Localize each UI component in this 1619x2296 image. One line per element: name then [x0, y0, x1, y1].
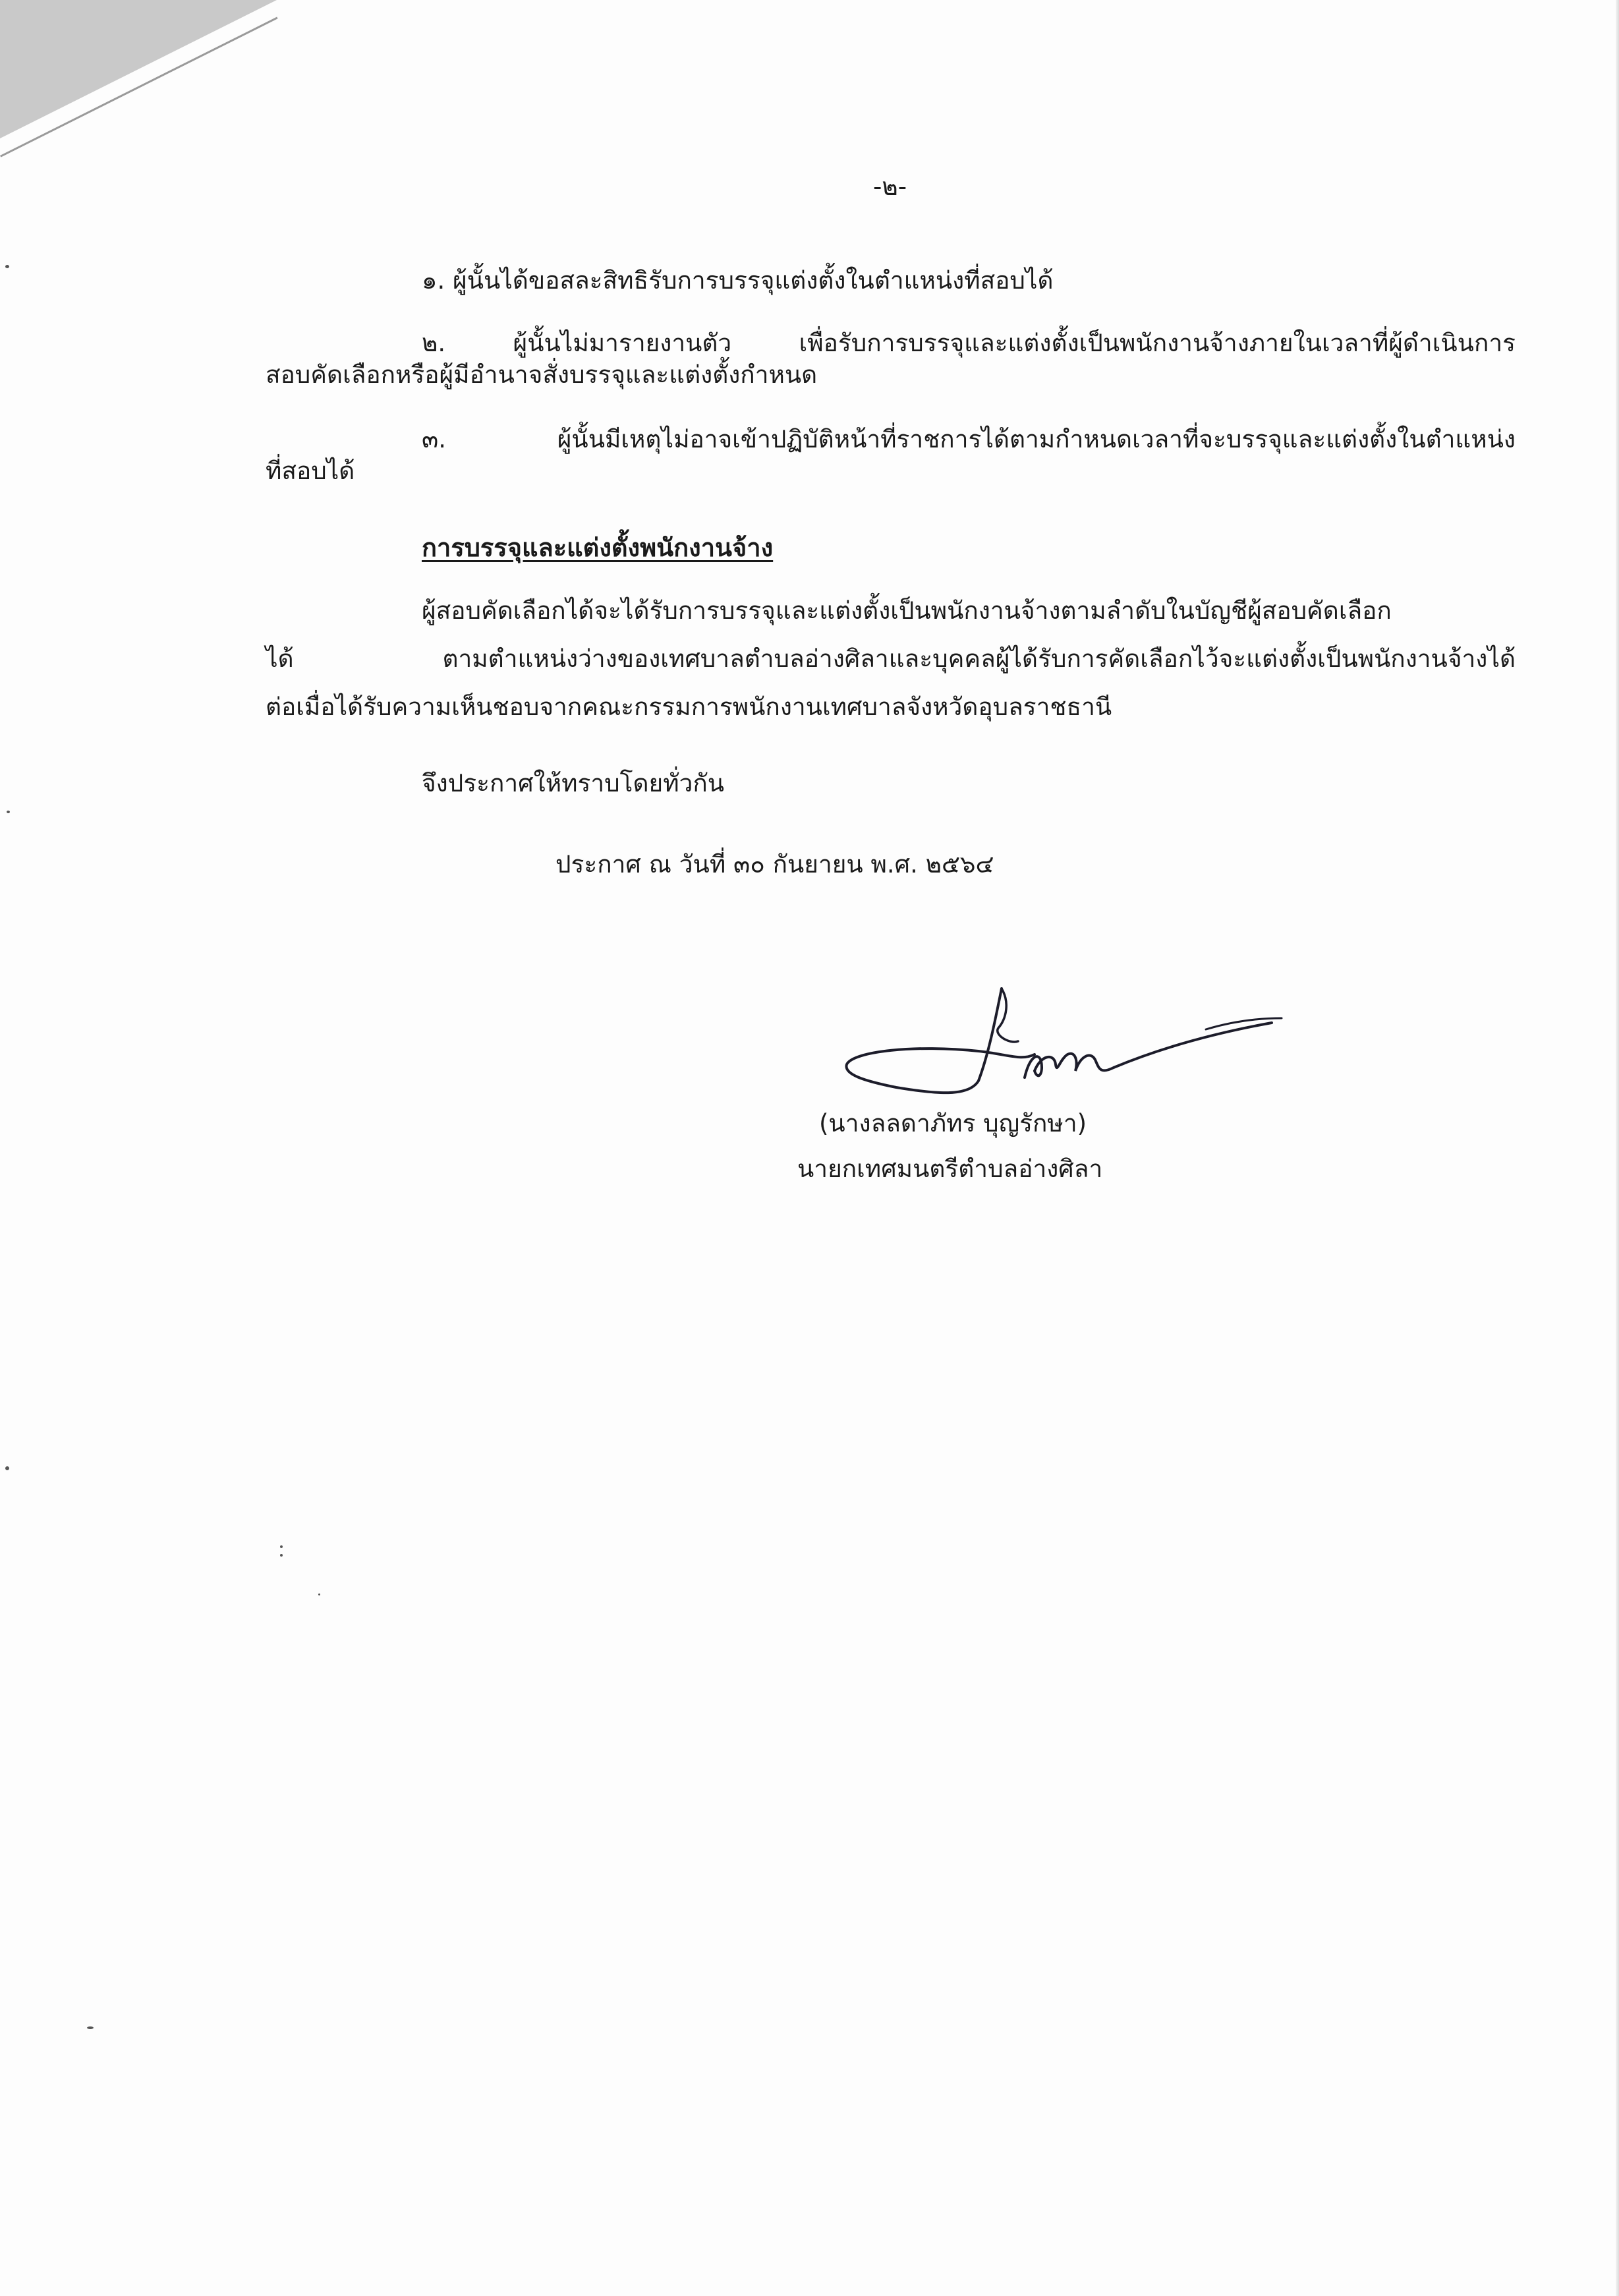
- handwritten-signature-icon: [837, 982, 1285, 1101]
- signer-title: นายกเทศมนตรีตำบลอ่างศิลา: [797, 1155, 1103, 1183]
- announcement-text: จึงประกาศให้ทราบโดยทั่วกัน: [422, 769, 725, 797]
- section-paragraph-line-2: ได้ ตามตำแหน่งว่างของเทศบาลตำบลอ่างศิลาและบุคคลผู้ได้รับการคัดเลือกไว้จะแต่งตั้งเป็นพนักงานจ้างได้: [266, 645, 1516, 673]
- scan-speck: [280, 1554, 283, 1557]
- page-number: -๒-: [873, 173, 907, 201]
- folded-corner: [0, 0, 277, 138]
- section-paragraph-line-1: ผู้สอบคัดเลือกได้จะได้รับการบรรจุและแต่งตั้งเป็นพนักงานจ้างตามลำดับในบัญชีผู้สอบคัดเลือก: [422, 596, 1392, 625]
- signer-name: (นางลลดาภัทร บุญรักษา): [819, 1109, 1087, 1137]
- list-item-1: ๑. ผู้นั้นได้ขอสละสิทธิรับการบรรจุแต่งตั้งในตำแหน่งที่สอบได้: [422, 266, 1054, 295]
- scan-speck: [280, 1545, 283, 1548]
- section-heading: การบรรจุและแต่งตั้งพนักงานจ้าง: [422, 533, 774, 562]
- list-item-3-line-1: ๓. ผู้นั้นมีเหตุไม่อาจเข้าปฏิบัติหน้าที่ราชการได้ตามกำหนดเวลาที่จะบรรจุและแต่งตั้งในตำแหน่ง: [422, 425, 1516, 453]
- scan-speck: [5, 265, 9, 268]
- scan-right-edge: [1616, 0, 1619, 2296]
- list-item-2-line-2: สอบคัดเลือกหรือผู้มีอำนาจสั่งบรรจุและแต่งตั้งกำหนด: [266, 360, 818, 389]
- scan-speck: [318, 1593, 320, 1595]
- announcement-date: ประกาศ ณ วันที่ ๓๐ กันยายน พ.ศ. ๒๕๖๔: [555, 850, 994, 878]
- scan-speck: [7, 811, 10, 813]
- list-item-3-line-2: ที่สอบได้: [266, 457, 355, 485]
- scan-speck: [5, 1466, 9, 1470]
- scan-speck: [87, 2026, 94, 2029]
- list-item-2-line-1: ๒. ผู้นั้นไม่มารายงานตัว เพื่อรับการบรรจุและแต่งตั้งเป็นพนักงานจ้างภายในเวลาที่ผู้ดำเนินการ: [422, 329, 1516, 357]
- section-paragraph-line-3: ต่อเมื่อได้รับความเห็นชอบจากคณะกรรมการพนักงานเทศบาลจังหวัดอุบลราชธานี: [266, 693, 1112, 721]
